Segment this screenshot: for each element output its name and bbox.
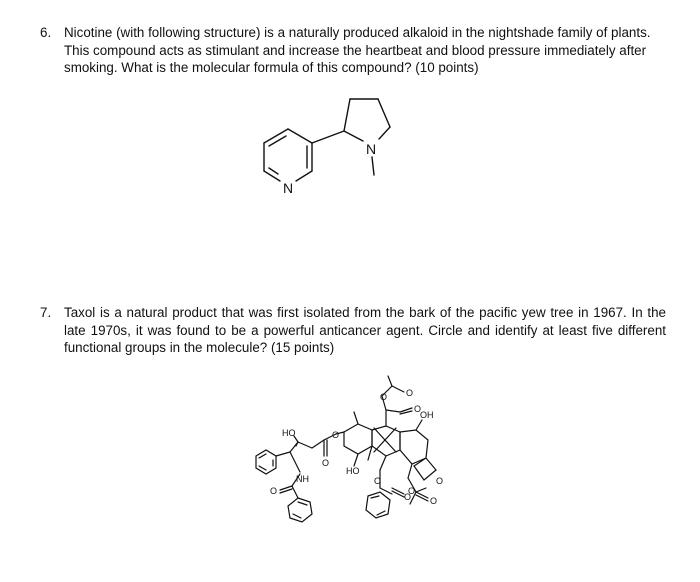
pyrrolidine-nitrogen-label: N	[365, 141, 377, 157]
acetyl-carbonyl-oxygen-label: O	[430, 496, 438, 506]
acetate-carbonyl-oxygen-label: O	[406, 388, 414, 398]
amide-oxygen-label: O	[270, 486, 278, 496]
question-text: Taxol is a natural product that was first isolated from the bark of the pacific yew tree in 1967. In the late 1970s, it was found to be a powerful anticancer agent. Circle and identify at least five different functional groups in the molecule? (15 points)	[64, 305, 666, 355]
core-oh-label: OH	[420, 410, 434, 420]
benzoate-oxygen-label: O	[374, 476, 382, 486]
ester-oxygen-label: O	[332, 430, 340, 440]
question-7	[40, 304, 666, 357]
oxetane-oxygen-label: O	[436, 476, 444, 486]
ketone-oxygen-label: O	[414, 404, 422, 414]
side-chain-hydroxyl-label: HO	[282, 428, 296, 438]
pyridine-nitrogen-label: N	[282, 180, 294, 196]
benzoate-carbonyl-oxygen-label: O	[404, 492, 412, 502]
question-6	[40, 24, 666, 77]
acetate-oxygen-label: O	[380, 392, 388, 402]
acetyl-oxygen-label: O	[408, 486, 416, 496]
core-hydroxyl-label: HO	[346, 466, 360, 476]
ester-carbonyl-oxygen-label: O	[322, 458, 330, 468]
question-text: Nicotine (with following structure) is a naturally produced alkaloid in the nightshade family of plants. This compound acts as stimulant and increase the heartbeat and blood pressure immediately after smoking. What is the molecular formula of this compound? (10 points)	[64, 25, 651, 75]
question-number: 6.	[40, 25, 52, 40]
question-number: 7.	[40, 305, 52, 320]
amide-nitrogen-label: NH	[296, 474, 309, 484]
taxol-structure-diagram	[240, 370, 460, 540]
nicotine-structure-diagram	[250, 85, 400, 210]
